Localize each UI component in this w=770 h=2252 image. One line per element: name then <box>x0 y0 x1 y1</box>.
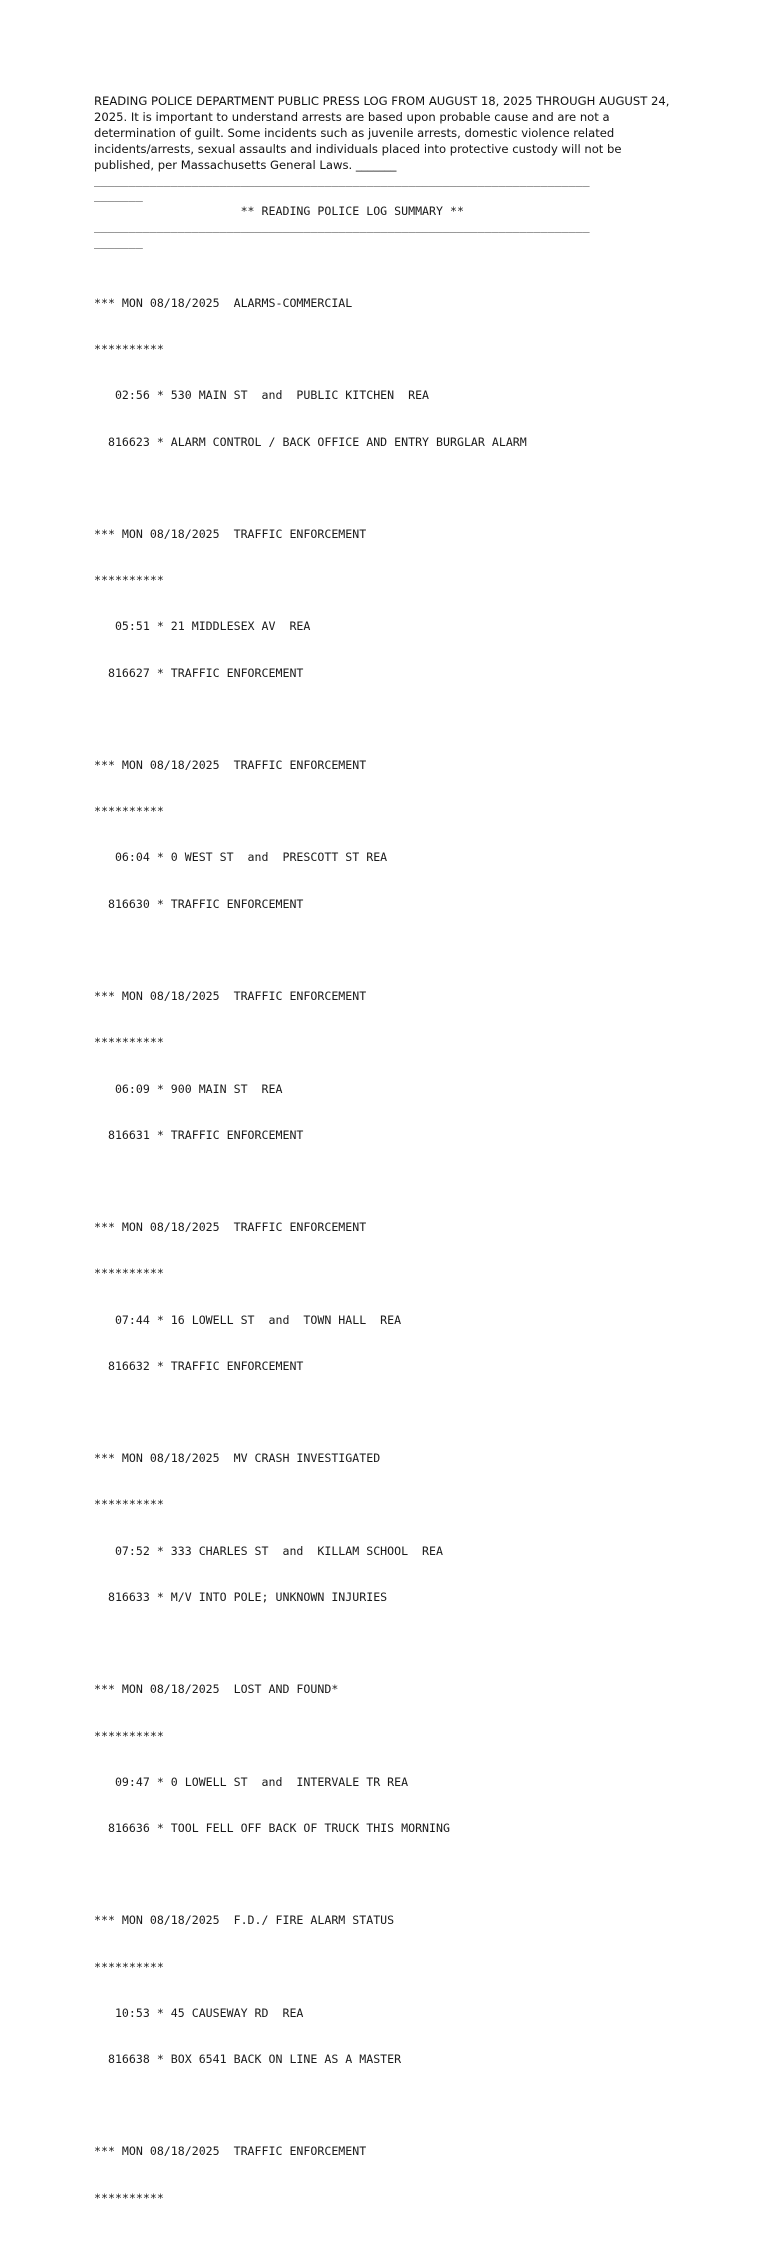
log-entry <box>94 958 694 1174</box>
entry-heading: *** MON 08/18/2025 TRAFFIC ENFORCEMENT <box>94 758 367 772</box>
divider-rule-tail: _______ <box>94 188 143 203</box>
log-entry <box>94 727 694 943</box>
entry-detail: 816636 * TOOL FELL OFF BACK OF TRUCK THIS MORNING <box>94 1820 450 1835</box>
entry-stars: ********** <box>94 573 164 588</box>
entry-stars: ********** <box>94 1035 164 1050</box>
log-entry <box>94 1883 694 2099</box>
entry-detail: 816627 * TRAFFIC ENFORCEMENT <box>94 665 304 680</box>
entry-location: 05:51 * 21 MIDDLESEX AV REA <box>94 619 311 634</box>
entry-heading: *** MON 08/18/2025 TRAFFIC ENFORCEMENT <box>94 2144 367 2159</box>
log-entry <box>94 1189 694 1405</box>
intro-paragraph: READING POLICE DEPARTMENT PUBLIC PRESS LOG FROM AUGUST 18, 2025 THROUGH AUGUST 24, 2025. It is important to understand arrests are based upon probable cause and are not a determination of guilt. Some incidents such as juvenile arrests, domestic violence related incidents/arrests, sexual assaults and individuals placed into protective custody will not be published, per Massachusetts General Laws. _______ <box>94 94 670 172</box>
log-entry <box>94 1420 694 1636</box>
log-entry <box>94 265 694 481</box>
log-entry <box>94 496 694 712</box>
entry-detail: 816630 * TRAFFIC ENFORCEMENT <box>94 896 304 911</box>
entry-location: 06:04 * 0 WEST ST and PRESCOTT ST REA <box>94 850 388 865</box>
entry-heading: *** MON 08/18/2025 TRAFFIC ENFORCEMENT <box>94 526 367 541</box>
press-log-page <box>94 93 694 2252</box>
entry-heading: *** MON 08/18/2025 LOST AND FOUND* <box>94 1682 339 1697</box>
entry-location: 02:56 * 530 MAIN ST and PUBLIC KITCHEN REA <box>94 388 430 403</box>
log-entries <box>94 265 694 2237</box>
entry-heading: *** MON 08/18/2025 MV CRASH INVESTIGATED <box>94 1451 381 1466</box>
entry-stars: ********** <box>94 1959 164 1974</box>
entry-detail: 816631 * TRAFFIC ENFORCEMENT <box>94 1127 304 1142</box>
log-entry <box>94 2114 694 2237</box>
divider-rule: _______________________________________________________________________ <box>94 219 590 234</box>
summary-title: ** READING POLICE LOG SUMMARY ** <box>94 203 464 218</box>
entry-heading: *** MON 08/18/2025 F.D./ FIRE ALARM STATUS <box>94 1913 395 1928</box>
entry-stars: ********** <box>94 342 164 357</box>
entry-heading: *** MON 08/18/2025 TRAFFIC ENFORCEMENT <box>94 989 367 1004</box>
entry-stars: ********** <box>94 1266 164 1281</box>
entry-detail: 816638 * BOX 6541 BACK ON LINE AS A MASTER <box>94 2052 402 2067</box>
entry-location: 06:09 * 900 MAIN ST REA <box>94 1081 283 1096</box>
entry-heading: *** MON 08/18/2025 ALARMS-COMMERCIAL <box>94 295 353 310</box>
entry-stars: ********** <box>94 804 164 819</box>
entry-stars: ********** <box>94 2190 164 2205</box>
entry-heading: *** MON 08/18/2025 TRAFFIC ENFORCEMENT <box>94 1220 367 1235</box>
entry-location: 07:44 * 16 LOWELL ST and TOWN HALL REA <box>94 1312 402 1327</box>
divider-rule: _______________________________________________________________________ <box>94 173 590 187</box>
entry-detail: 816632 * TRAFFIC ENFORCEMENT <box>94 1358 304 1373</box>
entry-location: 07:52 * 333 CHARLES ST and KILLAM SCHOOL REA <box>94 1543 444 1558</box>
entry-detail: 816633 * M/V INTO POLE; UNKNOWN INJURIES <box>94 1589 388 1604</box>
entry-stars: ********** <box>94 1497 164 1512</box>
entry-detail: 816623 * ALARM CONTROL / BACK OFFICE AND ENTRY BURGLAR ALARM <box>94 434 527 449</box>
entry-location: 09:47 * 0 LOWELL ST and INTERVALE TR REA <box>94 1774 409 1789</box>
entry-location: 10:53 * 45 CAUSEWAY RD REA <box>94 2005 304 2020</box>
log-entry <box>94 1652 694 1868</box>
entry-stars: ********** <box>94 1728 164 1743</box>
divider-rule-tail: _______ <box>94 234 143 249</box>
